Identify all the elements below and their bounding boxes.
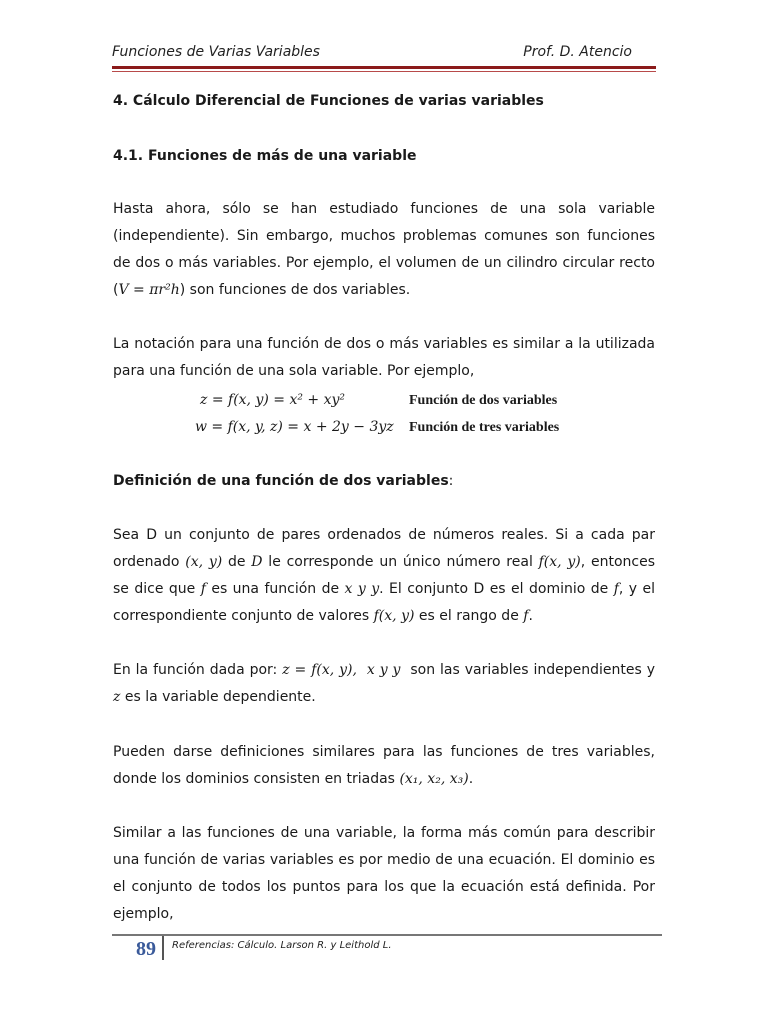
paragraph-intro-text: Hasta ahora, sólo se han estudiado funciones de una sola variable (independiente). Sin embargo, muchos problemas comunes son funciones de dos o más variables. Por ejemplo, el volumen de un cilindro circular recto (: [113, 201, 655, 298]
cylinder-volume-formula: V = πr²h: [118, 282, 180, 298]
equation-three-variables: w = f(x, y, z) = x + 2y − 3yz: [195, 419, 394, 435]
text-span: .: [468, 771, 474, 787]
subsection-title: 4.1. Funciones de más de una variable: [113, 148, 417, 164]
paragraph-variables: [113, 657, 655, 711]
header-rule: [112, 66, 656, 69]
text-span: Sea D un conjunto de pares ordenados de números reales. Si a cada par ordenado: [113, 527, 655, 570]
paragraph-notation: [113, 331, 655, 385]
footer-references: Referencias: Cálculo. Larson R. y Leithold L.: [172, 940, 392, 951]
text-span: es el rango de: [414, 608, 524, 624]
header-course-title: Funciones de Varias Variables: [112, 44, 320, 60]
footer-divider: [162, 936, 164, 960]
text-span: Pueden darse definiciones similares para las funciones de tres variables, donde los dominios consisten en triadas: [113, 744, 655, 787]
math-fxy: f(x, y): [538, 554, 581, 570]
footer-rule: [112, 934, 662, 936]
text-span: es una función de: [205, 581, 345, 597]
text-span: son las variables independientes y: [405, 662, 655, 678]
math-x-y-y: x y y: [366, 662, 401, 678]
math-f: f: [523, 608, 529, 624]
text-span: . El conjunto D es el dominio de: [379, 581, 614, 597]
page-header: [112, 44, 656, 64]
header-author: Prof. D. Atencio: [523, 44, 632, 60]
paragraph-definition: [113, 522, 655, 630]
text-span: es la variable dependiente.: [120, 689, 316, 705]
text-span: , entonces se dice que: [113, 554, 656, 597]
math-f: f: [613, 581, 619, 597]
page-number: 89: [136, 938, 156, 960]
math-z-fxy: z = f(x, y),: [282, 662, 357, 678]
math-fxy: f(x, y): [373, 608, 415, 624]
math-triad: (x₁, x₂, x₃): [399, 771, 469, 787]
math-f: f: [200, 581, 206, 597]
equation-two-variables: z = f(x, y) = x² + xy²: [200, 392, 346, 408]
definition-title: [113, 468, 453, 495]
definition-title-colon: :: [448, 473, 454, 489]
math-D: D: [251, 554, 263, 570]
paragraph-intro: [113, 196, 655, 304]
text-span: le corresponde un único número real: [262, 554, 539, 570]
section-title: 4. Cálculo Diferencial de Funciones de varias variables: [113, 93, 544, 109]
equation-three-variables-label: Función de tres variables: [409, 420, 560, 435]
paragraph-equation-form: [113, 820, 655, 928]
definition-title-text: Definición de una función de dos variables: [113, 473, 449, 489]
math-x-y-y: x y y: [344, 581, 380, 597]
equation-two-variables-label: Función de dos variables: [409, 393, 558, 408]
text-span: .: [528, 608, 533, 624]
math-z: z: [113, 689, 121, 705]
text-span: En la función dada por:: [113, 662, 283, 678]
text-span: de: [222, 554, 252, 570]
header-rule-thin: [112, 71, 656, 72]
paragraph-equation-form-text: Similar a las funciones de una variable, la forma más común para describir una función de varias variables es por medio de una ecuación. El dominio es el conjunto de todos los puntos para los que la ecuación está definida. Por ejemplo,: [113, 825, 655, 922]
paragraph-notation-text: La notación para una función de dos o más variables es similar a la utilizada para una función de una sola variable. Por ejemplo,: [113, 336, 655, 379]
paragraph-intro-end: ) son funciones de dos variables.: [179, 282, 411, 298]
text-span: , y el correspondiente conjunto de valores: [113, 581, 655, 624]
paragraph-three-variables: [113, 739, 655, 793]
math-xy: (x, y): [185, 554, 223, 570]
